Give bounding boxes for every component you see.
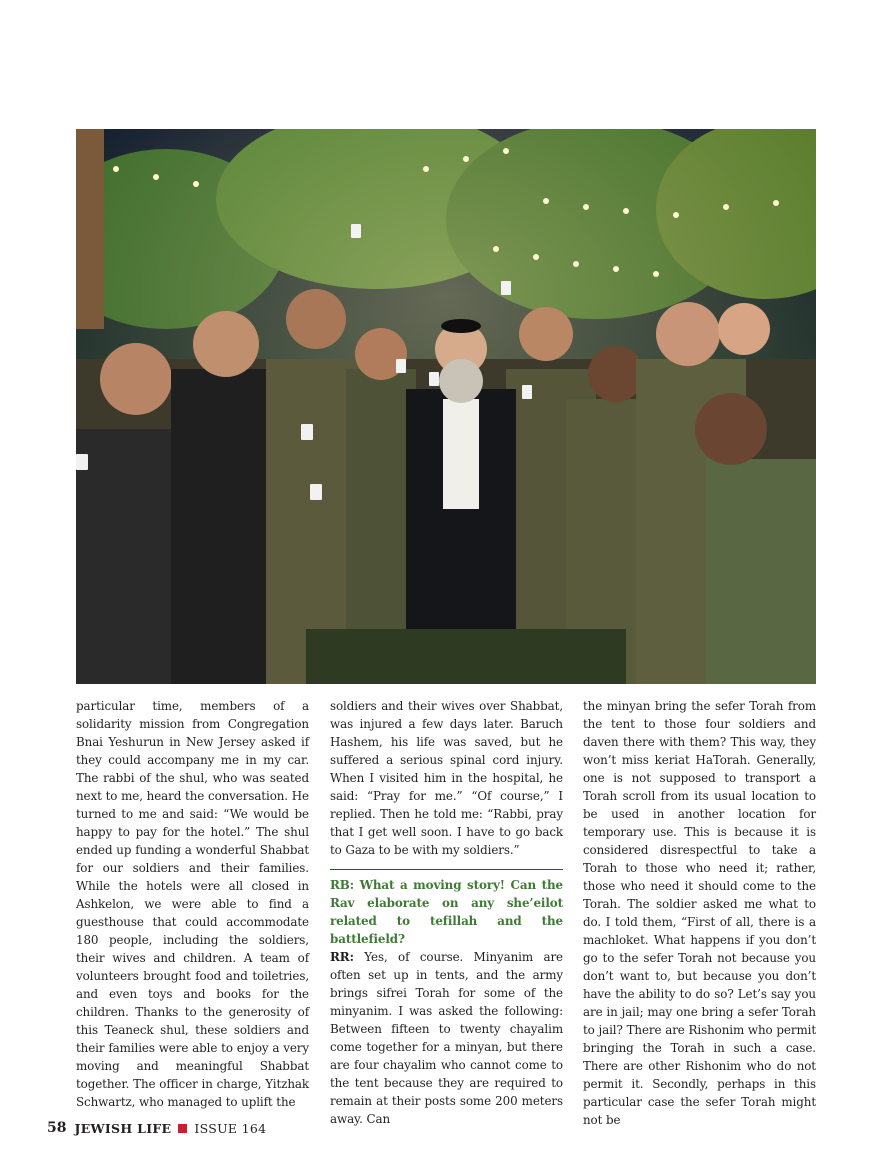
article-column-3 <box>583 697 816 1129</box>
magazine-name: JEWISH LIFE <box>74 1120 172 1136</box>
page-footer <box>47 1120 266 1136</box>
column-3-text: the minyan bring the sefer Torah from the tent to those four soldiers and daven there with them? This way, they won’t miss keriat HaTorah. Generally, one is not supposed to transport a Torah scroll from its usual location to be used in another location for temporary use. This is because it is considered disrespectful to take a Torah to those who need it; rather, those who need it should come to the Torah. The soldier asked me what to do. I told them, “First of all, there is a machloket. What happens if you don’t go to the sefer Torah not because you don’t want to, but because you don’t have the ability to do so? Let’s say you are in jail; may one bring a sefer Torah to jail? There are Rishonim who permit bringing the Torah in such a case. There are other Rishonim who do not permit it. Secondly, perhaps in this particular case the sefer Torah might not be <box>583 699 816 1127</box>
answer-text: Yes, of course. Minyanim are often set up in tents, and the army brings sifrei Torah for some of the minyanim. I was asked the following: Between fifteen to twenty chayalim come together for a minyan, but there are four chayalim who cannot come to the tent because they are required to remain at their posts some 200 meters away. Can <box>330 950 563 1126</box>
issue-number: ISSUE 164 <box>194 1120 267 1136</box>
interview-question: RB: What a moving story! Can the Rav elaborate on any she’eilot related to tefillah and the battlefield? <box>330 878 563 946</box>
article-column-2 <box>330 697 563 1128</box>
section-divider <box>330 869 563 870</box>
group-photo <box>76 129 816 684</box>
photo-illustration <box>76 129 816 684</box>
column-1-text: particular time, members of a solidarity mission from Congregation Bnai Yeshurun in New Jersey asked if they could accompany me in my car. The rabbi of the shul, who was seated next to me, heard the conversation. He turned to me and said: “We would be happy to pay for the hotel.” The shul ended up funding a wonderful Shabbat for our soldiers and their families. While the hotels were all closed in Ashkelon, we were able to find a guesthouse that could accommodate 180 people, including the soldiers, their wives and children. A team of volunteers brought food and toiletries, and even toys and books for the children. Thanks to the generosity of this Teaneck shul, these soldiers and their families were able to enjoy a very moving and meaningful Shabbat together. The officer in charge, Yitzhak Schwartz, who managed to uplift the <box>76 699 309 1109</box>
red-square-icon <box>178 1124 187 1133</box>
interview-answer <box>330 948 563 1128</box>
article-column-1 <box>76 697 309 1111</box>
column-2-text: soldiers and their wives over Shabbat, was injured a few days later. Baruch Hashem, his life was saved, but he suffered a serious spinal cord injury. When I visited him in the hospital, he said: “Pray for me.” “Of course,” I replied. Then he told me: “Rabbi, pray that I get well soon. I have to go back to Gaza to be with my soldiers.” <box>330 699 563 857</box>
answer-label: RR: <box>330 950 354 964</box>
page-number: 58 <box>47 1120 67 1136</box>
